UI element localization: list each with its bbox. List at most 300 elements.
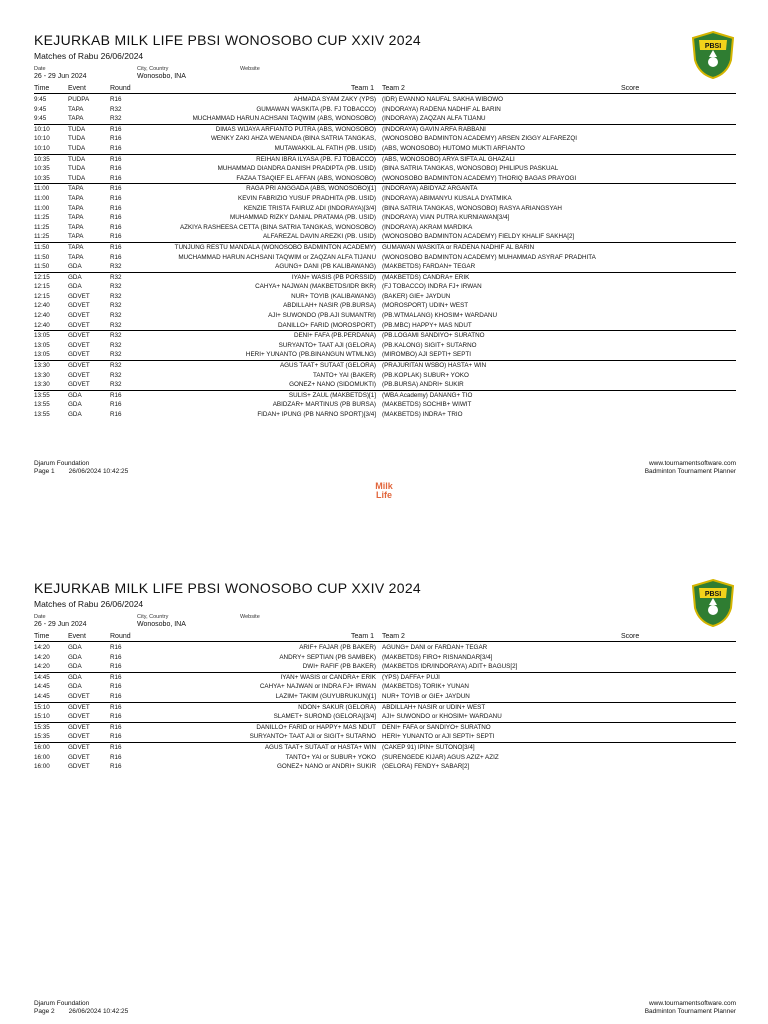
date-label: Date: [34, 614, 46, 620]
match-event: TAPA: [68, 253, 84, 261]
match-event: TUDA: [68, 165, 86, 173]
match-event: TUDA: [68, 174, 86, 182]
match-row: [34, 204, 736, 214]
match-time: 10:10: [34, 135, 50, 143]
match-row: [34, 702, 736, 713]
col-time: Time: [34, 633, 50, 640]
match-time: 15:35: [34, 723, 50, 731]
match-team1: IYAN+ WASIS or CANDRA+ ERIK: [280, 673, 376, 681]
match-team2: (WONOSOBO BADMINTON ACADEMY) THORIQ BAGAS PRAYOGI: [382, 174, 577, 182]
match-row: [34, 262, 736, 272]
col-team2: Team 2: [382, 85, 405, 92]
match-event: TUDA: [68, 125, 86, 133]
match-team2: (WONOSOBO BADMINTON ACADEMY) MUHAMMAD ASYRAF PRADHITA: [382, 253, 596, 261]
match-team1: CAHYA+ NAJWAN (MAKBETDS/IDR BKR): [255, 283, 376, 291]
footer-planner: Badminton Tournament Planner: [644, 1008, 736, 1015]
match-time: 11:25: [34, 214, 50, 222]
match-team2: (MIROMBO) AJI SEPTI+ SEPTI: [382, 351, 472, 359]
match-time: 13:05: [34, 332, 50, 340]
match-row: [34, 321, 736, 331]
match-team1: MUCHAMMAD HARUN ACHSANI TAQWIM or ZAQZAN ALFA TIJANU: [178, 253, 376, 261]
col-round: Round: [110, 85, 131, 92]
match-team1: MUTAWAKKIL AL FATIH (PB. USID): [274, 144, 376, 152]
col-team2: Team 2: [382, 633, 405, 640]
match-event: GDVET: [68, 341, 90, 349]
match-team2: (MAKBETDS) FIRO+ RISNANDAR[3/4]: [382, 653, 493, 661]
match-row: [34, 272, 736, 283]
match-time: 15:35: [34, 733, 50, 741]
match-row: [34, 662, 736, 672]
match-event: GDA: [68, 391, 82, 399]
match-round: R32: [110, 105, 122, 113]
match-team2: (INDORAYA) ABIMANYU KUSALA DYATMIKA: [382, 194, 512, 202]
match-row: [34, 232, 736, 242]
match-row: [34, 712, 736, 722]
match-row: [34, 154, 736, 165]
match-team2: DENI+ FAFA or SANDIYO+ SURATNO: [382, 723, 491, 731]
match-event: GDVET: [68, 302, 90, 310]
match-team1: ABDILLAH+ NASIR (PB.BURSA): [283, 302, 376, 310]
col-event: Event: [68, 633, 86, 640]
match-row: [34, 341, 736, 351]
date-value: 26 - 29 Jun 2024: [34, 73, 87, 80]
milk-life-logo: Milk Life: [375, 481, 393, 500]
match-time: 10:35: [34, 174, 50, 182]
match-round: R32: [110, 263, 122, 271]
match-team1: SURYANTO+ TAAT AJI (GELORA): [278, 341, 376, 349]
match-team1: DENI+ FAFA (PB.PERDANA): [293, 332, 376, 340]
match-team2: (MAKBETDS) INDRA+ TRIO: [382, 411, 463, 418]
match-time: 13:05: [34, 341, 50, 349]
match-event: GDVET: [68, 381, 90, 389]
match-team1: REIHAN IBRA ILYASA (PB. FJ TOBACCO): [256, 155, 376, 163]
match-event: TAPA: [68, 185, 84, 193]
match-event: GDVET: [68, 351, 90, 359]
match-round: R16: [110, 683, 122, 691]
match-row: [34, 682, 736, 692]
match-time: 11:50: [34, 243, 50, 251]
match-time: 11:00: [34, 185, 50, 193]
match-round: R16: [110, 125, 122, 133]
match-team1: DIMAS WIJAYA ARFIANTO PUTRA (ABS, WONOSOBO): [215, 125, 376, 133]
match-team2: (MAKBETDS IDR/INDORAYA) ADIT+ BAGUS[2]: [382, 663, 518, 671]
footer-page: Page 1 26/06/2024 10:42:25: [34, 468, 129, 475]
match-round: R32: [110, 341, 122, 349]
page-subtitle: Matches of Rabu 26/06/2024: [34, 599, 144, 609]
match-row: [34, 95, 736, 105]
match-team2: (YPS) DAFFA+ PUJI: [382, 673, 440, 681]
match-team2: AGUNG+ DANI or FARDAN+ TEGAR: [382, 644, 488, 651]
match-round: R32: [110, 312, 122, 320]
match-event: TUDA: [68, 144, 86, 152]
match-round: R16: [110, 653, 122, 661]
match-time: 9:45: [34, 105, 47, 113]
match-round: R16: [110, 253, 122, 261]
match-round: R16: [110, 411, 122, 418]
match-round: R32: [110, 321, 122, 329]
match-team2: (PB.MBC) HAPPY+ MAS NDUT: [382, 321, 472, 329]
match-row: [34, 643, 736, 653]
match-event: GDA: [68, 673, 82, 681]
match-time: 10:35: [34, 165, 50, 173]
match-row: [34, 742, 736, 753]
match-time: 12:15: [34, 283, 50, 291]
city-label: City, Country: [137, 614, 169, 620]
match-round: R16: [110, 723, 122, 731]
match-round: R16: [110, 692, 122, 700]
match-event: PUDPA: [68, 96, 90, 103]
match-event: GDVET: [68, 733, 90, 741]
match-list: [34, 643, 736, 772]
match-round: R32: [110, 362, 122, 370]
match-team1: NUR+ TOYIB (KALIBAWANG): [291, 292, 376, 300]
city-label: City, Country: [137, 66, 169, 72]
schedule-page-2: [0, 548, 768, 1024]
match-round: R32: [110, 371, 122, 379]
city-value: Wonosobo, INA: [137, 73, 186, 80]
match-round: R16: [110, 223, 122, 231]
pbsi-logo-icon: [691, 30, 735, 80]
match-round: R16: [110, 743, 122, 751]
footer-site: www.tournamentsoftware.com: [648, 1000, 736, 1007]
match-event: GDVET: [68, 362, 90, 370]
match-time: 14:20: [34, 653, 50, 661]
match-event: GDVET: [68, 371, 90, 379]
match-round: R16: [110, 144, 122, 152]
match-team2: (ABS, WONOSOBO) HUTOMO MUKTI ARFIANTO: [382, 144, 525, 152]
match-time: 13:30: [34, 362, 50, 370]
match-time: 13:55: [34, 391, 50, 399]
match-team1: DWI+ RAFIF (PB BAKER): [302, 663, 376, 671]
match-time: 15:10: [34, 713, 50, 721]
date-label: Date: [34, 66, 46, 72]
match-team2: NUR+ TOYIB or GIE+ JAYDUN: [382, 692, 470, 700]
match-team2: (MAKBETDS) SOCHIB+ WIWIT: [382, 401, 472, 409]
match-time: 13:30: [34, 381, 50, 389]
match-row: [34, 292, 736, 302]
match-team1: ALFAREZAL DAVIN AREZKI (PB. USID): [262, 233, 376, 241]
match-row: [34, 174, 736, 184]
match-team2: (PRAJURITAN WSBO) HASTA+ WIN: [382, 362, 487, 370]
match-event: TAPA: [68, 115, 84, 123]
match-team2: (ABS, WONOSOBO) ARYA SIFTA AL GHAZALI: [382, 155, 515, 163]
match-team1: MUHAMMAD RIZKY DANIAL PRATAMA (PB. USID): [229, 214, 376, 222]
match-row: [34, 144, 736, 154]
match-team2: ABDILLAH+ NASIR or UDIN+ WEST: [382, 703, 486, 711]
match-team2: (GELORA) FENDY+ SABAR[2]: [382, 763, 470, 771]
match-team2: (FJ TOBACCO) INDRA FJ+ IRWAN: [382, 283, 482, 291]
match-row: [34, 164, 736, 174]
match-time: 16:00: [34, 753, 50, 761]
match-round: R16: [110, 401, 122, 409]
match-team1: HERI+ YUNANTO (PB.BINANGUN WTMLNG): [245, 351, 376, 359]
col-score: Score: [621, 85, 640, 92]
match-row: [34, 350, 736, 360]
table-header: [34, 632, 736, 642]
match-team1: GUMAWAN WASKITA (PB. FJ TOBACCO): [256, 105, 376, 113]
match-round: R32: [110, 292, 122, 300]
logo-text: PBSI: [704, 43, 722, 50]
match-round: R32: [110, 351, 122, 359]
footer-page: Page 2 26/06/2024 10:42:25: [34, 1008, 129, 1015]
match-team1: SULIS+ ZAUL (MAKBETDS)[1]: [288, 391, 376, 399]
match-round: R16: [110, 644, 122, 651]
match-row: [34, 732, 736, 742]
match-time: 16:00: [34, 763, 50, 771]
col-team1: Team 1: [351, 633, 374, 640]
match-time: 10:10: [34, 144, 50, 152]
match-team1: KENZIE TRISTA FAIRUZ ADI (INDORAYA)[3/4]: [243, 204, 376, 212]
match-team1: LAZIM+ TAKIM (GUYUBRUKUN)[1]: [275, 692, 376, 700]
match-team1: MUHAMMAD DIANDRA DANISH PRADIPTA (PB. USID): [217, 165, 376, 173]
match-event: TAPA: [68, 214, 84, 222]
match-event: GDVET: [68, 321, 90, 329]
match-team2: AJI+ SUWONDO or KHOSIM+ WARDANU: [382, 713, 502, 721]
footer-org: Djarum Foundation: [34, 1000, 90, 1007]
match-time: 11:00: [34, 194, 50, 202]
match-round: R16: [110, 96, 122, 103]
match-team1: AZKIYA RASHEESA CETTA (BINA SATRIA TANGKAS, WONOSOBO): [179, 223, 376, 231]
match-round: R16: [110, 703, 122, 711]
match-team2: (INDORAYA) AKRAM MARDIKA: [382, 223, 473, 231]
match-time: 13:30: [34, 371, 50, 379]
match-team1: TUNJUNG RESTU MANDALA (WONOSOBO BADMINTON ACADEMY): [174, 243, 376, 251]
match-team1: AGUNG+ DANI (PB KALIBAWANG): [275, 263, 376, 271]
match-time: 14:45: [34, 673, 50, 681]
match-round: R32: [110, 381, 122, 389]
match-row: [34, 253, 736, 263]
match-team2: (MAKBETDS) TORIK+ YUNAN: [382, 683, 469, 691]
table-header: [34, 84, 736, 94]
match-team1: ABIDZAR+ MARTINUS (PB BURSA): [272, 401, 376, 409]
footer-org: Djarum Foundation: [34, 460, 90, 467]
match-row: [34, 194, 736, 204]
match-round: R32: [110, 332, 122, 340]
match-row: [34, 311, 736, 321]
match-team2: (BINA SATRIA TANGKAS, WONOSOBO) PHILIPUS PASKUAL: [382, 165, 559, 173]
match-time: 14:45: [34, 683, 50, 691]
match-event: GDVET: [68, 763, 90, 771]
match-round: R16: [110, 391, 122, 399]
match-event: GDVET: [68, 723, 90, 731]
match-team1: CAHYA+ NAJWAN or INDRA FJ+ IRWAN: [259, 683, 376, 691]
match-event: GDA: [68, 644, 82, 651]
date-value: 26 - 29 Jun 2024: [34, 621, 87, 628]
match-event: GDVET: [68, 713, 90, 721]
match-row: [34, 360, 736, 371]
match-team2: (INDORAYA) ZAQZAN ALFA TIJANU: [382, 115, 486, 123]
footer-site: www.tournamentsoftware.com: [648, 460, 736, 467]
match-team1: RAGA PRI ANGGADA (ABS, WONOSOBO)[1]: [246, 185, 376, 193]
match-list: [34, 95, 736, 420]
match-round: R32: [110, 115, 122, 123]
match-round: R16: [110, 194, 122, 202]
page-title: KEJURKAB MILK LIFE PBSI WONOSOBO CUP XXIV 2024: [34, 580, 421, 596]
match-event: GDVET: [68, 753, 90, 761]
footer-planner: Badminton Tournament Planner: [644, 468, 736, 475]
match-team1: GONEZ+ NANO (SIDOMUKTI): [289, 381, 376, 389]
match-team2: (CAKEP 91) IPIN+ SUTONO[3/4]: [382, 743, 475, 751]
match-team2: (PB.LOGAMI SANDIYO+ SURATNO: [382, 332, 485, 340]
match-team2: (SURENGEDE KIJAR) AGUS AZIZ+ AZIZ: [382, 753, 499, 761]
match-round: R16: [110, 733, 122, 741]
match-event: TAPA: [68, 105, 84, 113]
match-team1: FAZAA TSAQIEF EL AFFAN (ABS, WONOSOBO): [236, 174, 376, 182]
match-team2: (BINA SATRIA TANGKAS, WONOSOBO) RASYA ARIANGSYAH: [382, 204, 562, 212]
match-team2: (PB.KALONG) SIGIT+ SUTARNO: [382, 341, 477, 349]
match-row: [34, 692, 736, 702]
match-time: 12:40: [34, 312, 50, 320]
match-team1: GONEZ+ NANO or ANDRI+ SUKIR: [276, 763, 376, 771]
match-row: [34, 242, 736, 253]
page-subtitle: Matches of Rabu 26/06/2024: [34, 51, 144, 61]
match-time: 14:20: [34, 644, 50, 651]
match-row: [34, 134, 736, 144]
match-team1: TANTO+ YAI (BAKER): [312, 371, 376, 379]
match-row: [34, 371, 736, 381]
match-event: TAPA: [68, 243, 84, 251]
match-row: [34, 762, 736, 772]
match-team2: (INDORAYA) GAVIN ARFA RABBANI: [382, 125, 486, 133]
match-team1: FIDAN+ IPUNG (PB NARNO SPORT)[3/4]: [257, 411, 376, 418]
match-time: 13:05: [34, 351, 50, 359]
match-team1: DANILLO+ FARID (MOROSPORT): [277, 321, 376, 329]
match-team2: (INDORAYA) ABIDYAZ ARGANTA: [382, 185, 478, 193]
match-round: R32: [110, 283, 122, 291]
match-time: 15:10: [34, 703, 50, 711]
pbsi-logo-icon: [691, 578, 735, 628]
match-team1: ANDRY+ SEPTIAN (PB SAMBEK): [279, 653, 376, 661]
match-time: 12:40: [34, 321, 50, 329]
match-time: 10:35: [34, 155, 50, 163]
match-row: [34, 653, 736, 663]
match-team2: (INDORAYA) VIAN PUTRA KURNIAWAN[3/4]: [382, 214, 510, 222]
match-time: 10:10: [34, 125, 50, 133]
match-team2: (WONOSOBO BADMINTON ACADEMY) FIELDY KHALIF SAKHA[2]: [382, 233, 575, 241]
match-team2: (WONOSOBO BADMINTON ACADEMY) ARSEN ZIGGY ALFAREZQI: [382, 135, 578, 143]
match-time: 9:45: [34, 96, 47, 103]
match-row: [34, 301, 736, 311]
match-team1: IYAN+ WASIS (PB PORSSID): [291, 273, 376, 281]
match-time: 11:00: [34, 204, 50, 212]
match-time: 11:25: [34, 223, 50, 231]
col-team1: Team 1: [351, 85, 374, 92]
website-label: Website: [240, 614, 260, 620]
match-event: GDVET: [68, 332, 90, 340]
match-time: 12:15: [34, 273, 50, 281]
match-round: R16: [110, 185, 122, 193]
match-row: [34, 114, 736, 124]
match-team1: TANTO+ YAI or SUBUR+ YOKO: [285, 753, 376, 761]
col-score: Score: [621, 633, 640, 640]
match-event: GDA: [68, 263, 82, 271]
match-team1: AGUS TAAT+ SUTAAT (GELORA): [279, 362, 376, 370]
match-event: GDA: [68, 653, 82, 661]
match-time: 13:55: [34, 411, 50, 418]
match-event: GDA: [68, 283, 82, 291]
match-team2: HERI+ YUNANTO or AJI SEPTI+ SEPTI: [382, 733, 495, 741]
match-round: R16: [110, 204, 122, 212]
logo-text: PBSI: [704, 591, 722, 598]
match-time: 16:00: [34, 743, 50, 751]
match-team1: AJI+ SUWONDO (PB.AJI SUMANTRI): [268, 312, 376, 320]
match-event: TAPA: [68, 204, 84, 212]
city-value: Wonosobo, INA: [137, 621, 186, 628]
match-team1: DANILLO+ FARID or HAPPY+ MAS NDUT: [256, 723, 376, 731]
match-time: 11:50: [34, 253, 50, 261]
match-row: [34, 124, 736, 135]
col-event: Event: [68, 85, 86, 92]
col-time: Time: [34, 85, 50, 92]
match-round: R16: [110, 673, 122, 681]
match-event: GDVET: [68, 312, 90, 320]
match-round: R16: [110, 174, 122, 182]
match-event: GDVET: [68, 703, 90, 711]
match-row: [34, 105, 736, 115]
match-round: R16: [110, 214, 122, 222]
match-time: 14:45: [34, 692, 50, 700]
match-row: [34, 282, 736, 292]
match-round: R16: [110, 155, 122, 163]
match-event: GDA: [68, 411, 82, 418]
match-round: R32: [110, 273, 122, 281]
match-round: R16: [110, 233, 122, 241]
match-team2: (MOROSPORT) UDIN+ WEST: [382, 302, 469, 310]
match-round: R16: [110, 753, 122, 761]
match-row: [34, 380, 736, 390]
match-team2: GUMAWAN WASKITA or RADENA NADHIF AL BARIN: [382, 243, 535, 251]
match-time: 12:15: [34, 292, 50, 300]
match-team1: KEVIN FABRIZIO YUSUF PRADHITA (PB. USID): [238, 194, 376, 202]
match-team2: (PB.KOPLAK) SUBUR+ YOKO: [382, 371, 469, 379]
match-time: 11:50: [34, 263, 50, 271]
match-event: TUDA: [68, 135, 86, 143]
match-event: GDA: [68, 683, 82, 691]
match-round: R16: [110, 243, 122, 251]
website-label: Website: [240, 66, 260, 72]
match-row: [34, 330, 736, 341]
match-team1: AHMADA SYAM ZAKY (YPS): [293, 96, 376, 103]
match-row: [34, 672, 736, 683]
match-row: [34, 390, 736, 401]
match-event: TAPA: [68, 223, 84, 231]
match-event: GDA: [68, 663, 82, 671]
match-event: TUDA: [68, 155, 86, 163]
match-event: GDVET: [68, 692, 90, 700]
match-round: R16: [110, 165, 122, 173]
match-time: 13:55: [34, 401, 50, 409]
match-event: GDA: [68, 401, 82, 409]
match-team2: (MAKBETDS) CANDRA+ ERIK: [382, 273, 470, 281]
match-event: GDA: [68, 273, 82, 281]
match-round: R32: [110, 302, 122, 310]
match-team2: (PB.BURSA) ANDRI+ SUKIR: [382, 381, 464, 389]
match-time: 14:20: [34, 663, 50, 671]
match-round: R16: [110, 663, 122, 671]
match-team1: MUCHAMMAD HARUN ACHSANI TAQWIM (ABS, WONOSOBO): [192, 115, 376, 123]
col-round: Round: [110, 633, 131, 640]
match-row: [34, 213, 736, 223]
match-row: [34, 183, 736, 194]
match-time: 9:45: [34, 115, 47, 123]
match-round: R16: [110, 135, 122, 143]
match-event: TAPA: [68, 233, 84, 241]
match-time: 11:25: [34, 233, 50, 241]
match-team1: AGUS TAAT+ SUTAAT or HASTA+ WIN: [264, 743, 376, 751]
match-round: R16: [110, 713, 122, 721]
match-event: GDVET: [68, 743, 90, 751]
match-team2: (MAKBETDS) FARDAN+ TEGAR: [382, 263, 476, 271]
